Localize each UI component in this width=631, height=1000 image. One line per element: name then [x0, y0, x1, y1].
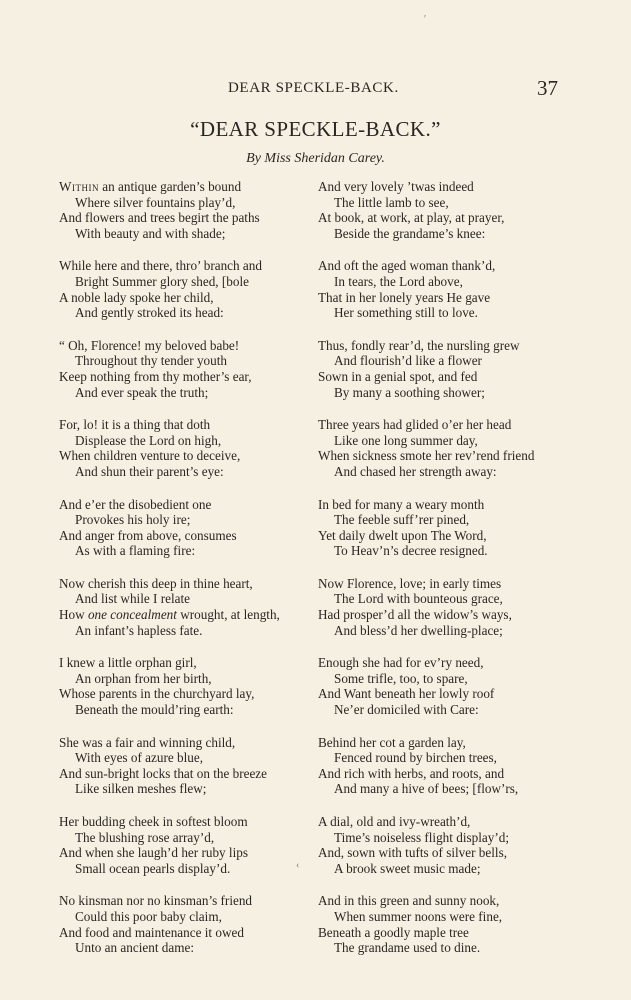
verse-line: An infant’s hapless fate. — [75, 622, 203, 638]
stanza — [59, 417, 329, 479]
verse-line: As with a flaming fire: — [75, 543, 196, 559]
verse-text: How — [59, 607, 88, 623]
verse-line: In tears, the Lord above, — [334, 273, 463, 289]
running-title: DEAR SPECKLE-BACK. — [228, 80, 399, 96]
verse-line: To Heav’n’s decree resigned. — [334, 543, 488, 559]
verse-line: And flowers and trees begirt the paths — [59, 210, 260, 226]
stanza — [59, 814, 329, 876]
verse-line: And flourish’d like a flower — [334, 353, 482, 369]
verse-line: Unto an ancient dame: — [75, 940, 195, 956]
verse-line: Enough she had for ev’ry need, — [318, 655, 484, 671]
verse-line: And bless’d her dwelling-place; — [334, 622, 503, 638]
verse-line: Bright Summer glory shed, [bole — [75, 273, 249, 289]
stanza — [318, 735, 588, 797]
verse-line: And anger from above, consumes — [59, 527, 237, 543]
stanza — [318, 655, 588, 717]
verse-line: Now Florence, love; in early times — [318, 575, 502, 591]
stanza — [318, 258, 588, 320]
verse-line: And gently stroked its head: — [75, 305, 224, 321]
verse-line: Thus, fondly rear’d, the nursling grew — [318, 337, 520, 353]
verse-line: A noble lady spoke her child, — [59, 289, 214, 305]
verse-line: An orphan from her birth, — [75, 670, 212, 686]
verse-line: Beneath the mould’ring earth: — [75, 702, 234, 718]
stanza — [318, 338, 588, 400]
verse-line — [59, 179, 329, 195]
verse-line: Her something still to love. — [334, 305, 478, 321]
verse-line: With beauty and with shade; — [75, 225, 226, 241]
stray-mark: ‹ — [296, 860, 300, 871]
verse-line: When sickness smote her rev’rend friend — [318, 448, 535, 464]
verse-line: That in her lonely years He gave — [318, 289, 491, 305]
verse-line: And ever speak the truth; — [75, 384, 209, 400]
verse-line: Now cherish this deep in thine heart, — [59, 575, 253, 591]
verse-line: And in this green and sunny nook, — [318, 893, 500, 909]
verse-line: A brook sweet music made; — [334, 860, 481, 876]
verse-line: Ne’er domiciled with Care: — [334, 702, 479, 718]
verse-line: Whose parents in the churchyard lay, — [59, 686, 255, 702]
verse-line: Had prosper’d all the widow’s ways, — [318, 607, 512, 623]
verse-line: With eyes of azure blue, — [75, 750, 203, 766]
verse-line: The feeble suff’rer pined, — [334, 512, 470, 528]
verse-line: Where silver fountains play’d, — [75, 194, 236, 210]
verse-line: Behind her cot a garden lay, — [318, 734, 466, 750]
verse-line: No kinsman nor no kinsman’s friend — [59, 893, 253, 909]
verse-line: And sun-bright locks that on the breeze — [59, 765, 268, 781]
verse-line: A dial, old and ivy-wreath’d, — [318, 814, 471, 829]
verse-line: Sown in a genial spot, and fed — [318, 368, 478, 384]
stanza — [59, 576, 329, 638]
verse-line: Provokes his holy ire; — [75, 512, 191, 528]
page-number: 37 — [537, 76, 558, 100]
verse-line: Yet daily dwelt upon The Word, — [318, 527, 487, 543]
verse-line: Beneath a goodly maple tree — [318, 924, 469, 940]
verse-line: For, lo! it is a thing that doth — [59, 417, 211, 433]
verse-line: And very lovely ’twas indeed — [318, 179, 474, 194]
verse-line: Like silken meshes flew; — [75, 781, 207, 797]
stanza — [318, 576, 588, 638]
stanza — [59, 735, 329, 797]
verse-line: Her budding cheek in softest bloom — [59, 814, 248, 829]
verse-line: When children venture to deceive, — [59, 448, 241, 464]
verse-text: wrought, at length, — [176, 607, 280, 623]
verse-line: Displease the Lord on high, — [75, 432, 222, 448]
verse-line: And when she laugh’d her ruby lips — [59, 845, 248, 861]
verse-line: At book, at work, at play, at prayer, — [318, 210, 505, 226]
verse-line: Three years had glided o’er her head — [318, 417, 512, 433]
verse-line: Could this poor baby claim, — [75, 908, 222, 924]
verse-line: She was a fair and winning child, — [59, 734, 236, 750]
verse-line: And many a hive of bees; [flow’rs, — [334, 781, 519, 797]
verse-line: Some trifle, too, to spare, — [334, 670, 468, 686]
verse-line: The grandame used to dine. — [334, 940, 481, 956]
verse-line: When summer noons were fine, — [334, 908, 503, 924]
stanza — [318, 497, 588, 559]
verse-line: And Want beneath her lowly roof — [318, 686, 495, 702]
verse-text: an antique garden’s bound — [98, 179, 242, 194]
stanza — [59, 497, 329, 559]
verse-line: Small ocean pearls display’d. — [75, 860, 231, 876]
emphasis-text: one concealment — [87, 607, 177, 623]
verse-line: While here and there, thro’ branch and — [59, 258, 262, 274]
poem-title: “DEAR SPECKLE-BACK.” — [190, 117, 441, 141]
running-head — [0, 78, 631, 100]
stanza — [59, 655, 329, 717]
verse-line: And shun their parent’s eye: — [75, 463, 224, 479]
verse-line: Throughout thy tender youth — [75, 353, 227, 369]
stanza — [318, 179, 588, 241]
verse-line: In bed for many a weary month — [318, 496, 485, 512]
stanza — [318, 417, 588, 479]
poem-byline: By Miss Sheridan Carey. — [246, 151, 385, 166]
verse-line: And rich with herbs, and roots, and — [318, 765, 505, 781]
verse-line: Like one long summer day, — [334, 432, 478, 448]
verse-line: And list while I relate — [75, 591, 190, 607]
stray-mark: ′ — [424, 14, 427, 25]
verse-line: And chased her strength away: — [334, 463, 497, 479]
verse-line: And e’er the disobedient one — [59, 496, 212, 512]
drop-word: Within — [59, 179, 99, 194]
verse-line: And food and maintenance it owed — [59, 924, 244, 940]
stanza — [318, 893, 588, 955]
right-column — [318, 179, 588, 973]
verse-line: Fenced round by birchen trees, — [334, 750, 497, 766]
stanza — [59, 338, 329, 400]
verse-line: And, sown with tufts of silver bells, — [318, 845, 508, 861]
stanza — [318, 814, 588, 876]
left-column — [59, 179, 329, 973]
verse-line: And oft the aged woman thank’d, — [318, 258, 496, 274]
verse-line: The Lord with bounteous grace, — [334, 591, 503, 607]
verse-line: Beside the grandame’s knee: — [334, 225, 486, 241]
stanza — [59, 179, 329, 241]
stanza — [59, 258, 329, 320]
verse-line: The blushing rose array’d, — [75, 829, 215, 845]
verse-line: “ Oh, Florence! my beloved babe! — [59, 337, 240, 353]
verse-line: I knew a little orphan girl, — [59, 655, 197, 671]
verse-line: The little lamb to see, — [334, 194, 449, 210]
verse-line: Keep nothing from thy mother’s ear, — [59, 368, 252, 384]
verse-line — [59, 607, 329, 623]
verse-line: By many a soothing shower; — [334, 384, 485, 400]
verse-line: Time’s noiseless flight display’d; — [334, 829, 509, 845]
stanza — [59, 893, 329, 955]
